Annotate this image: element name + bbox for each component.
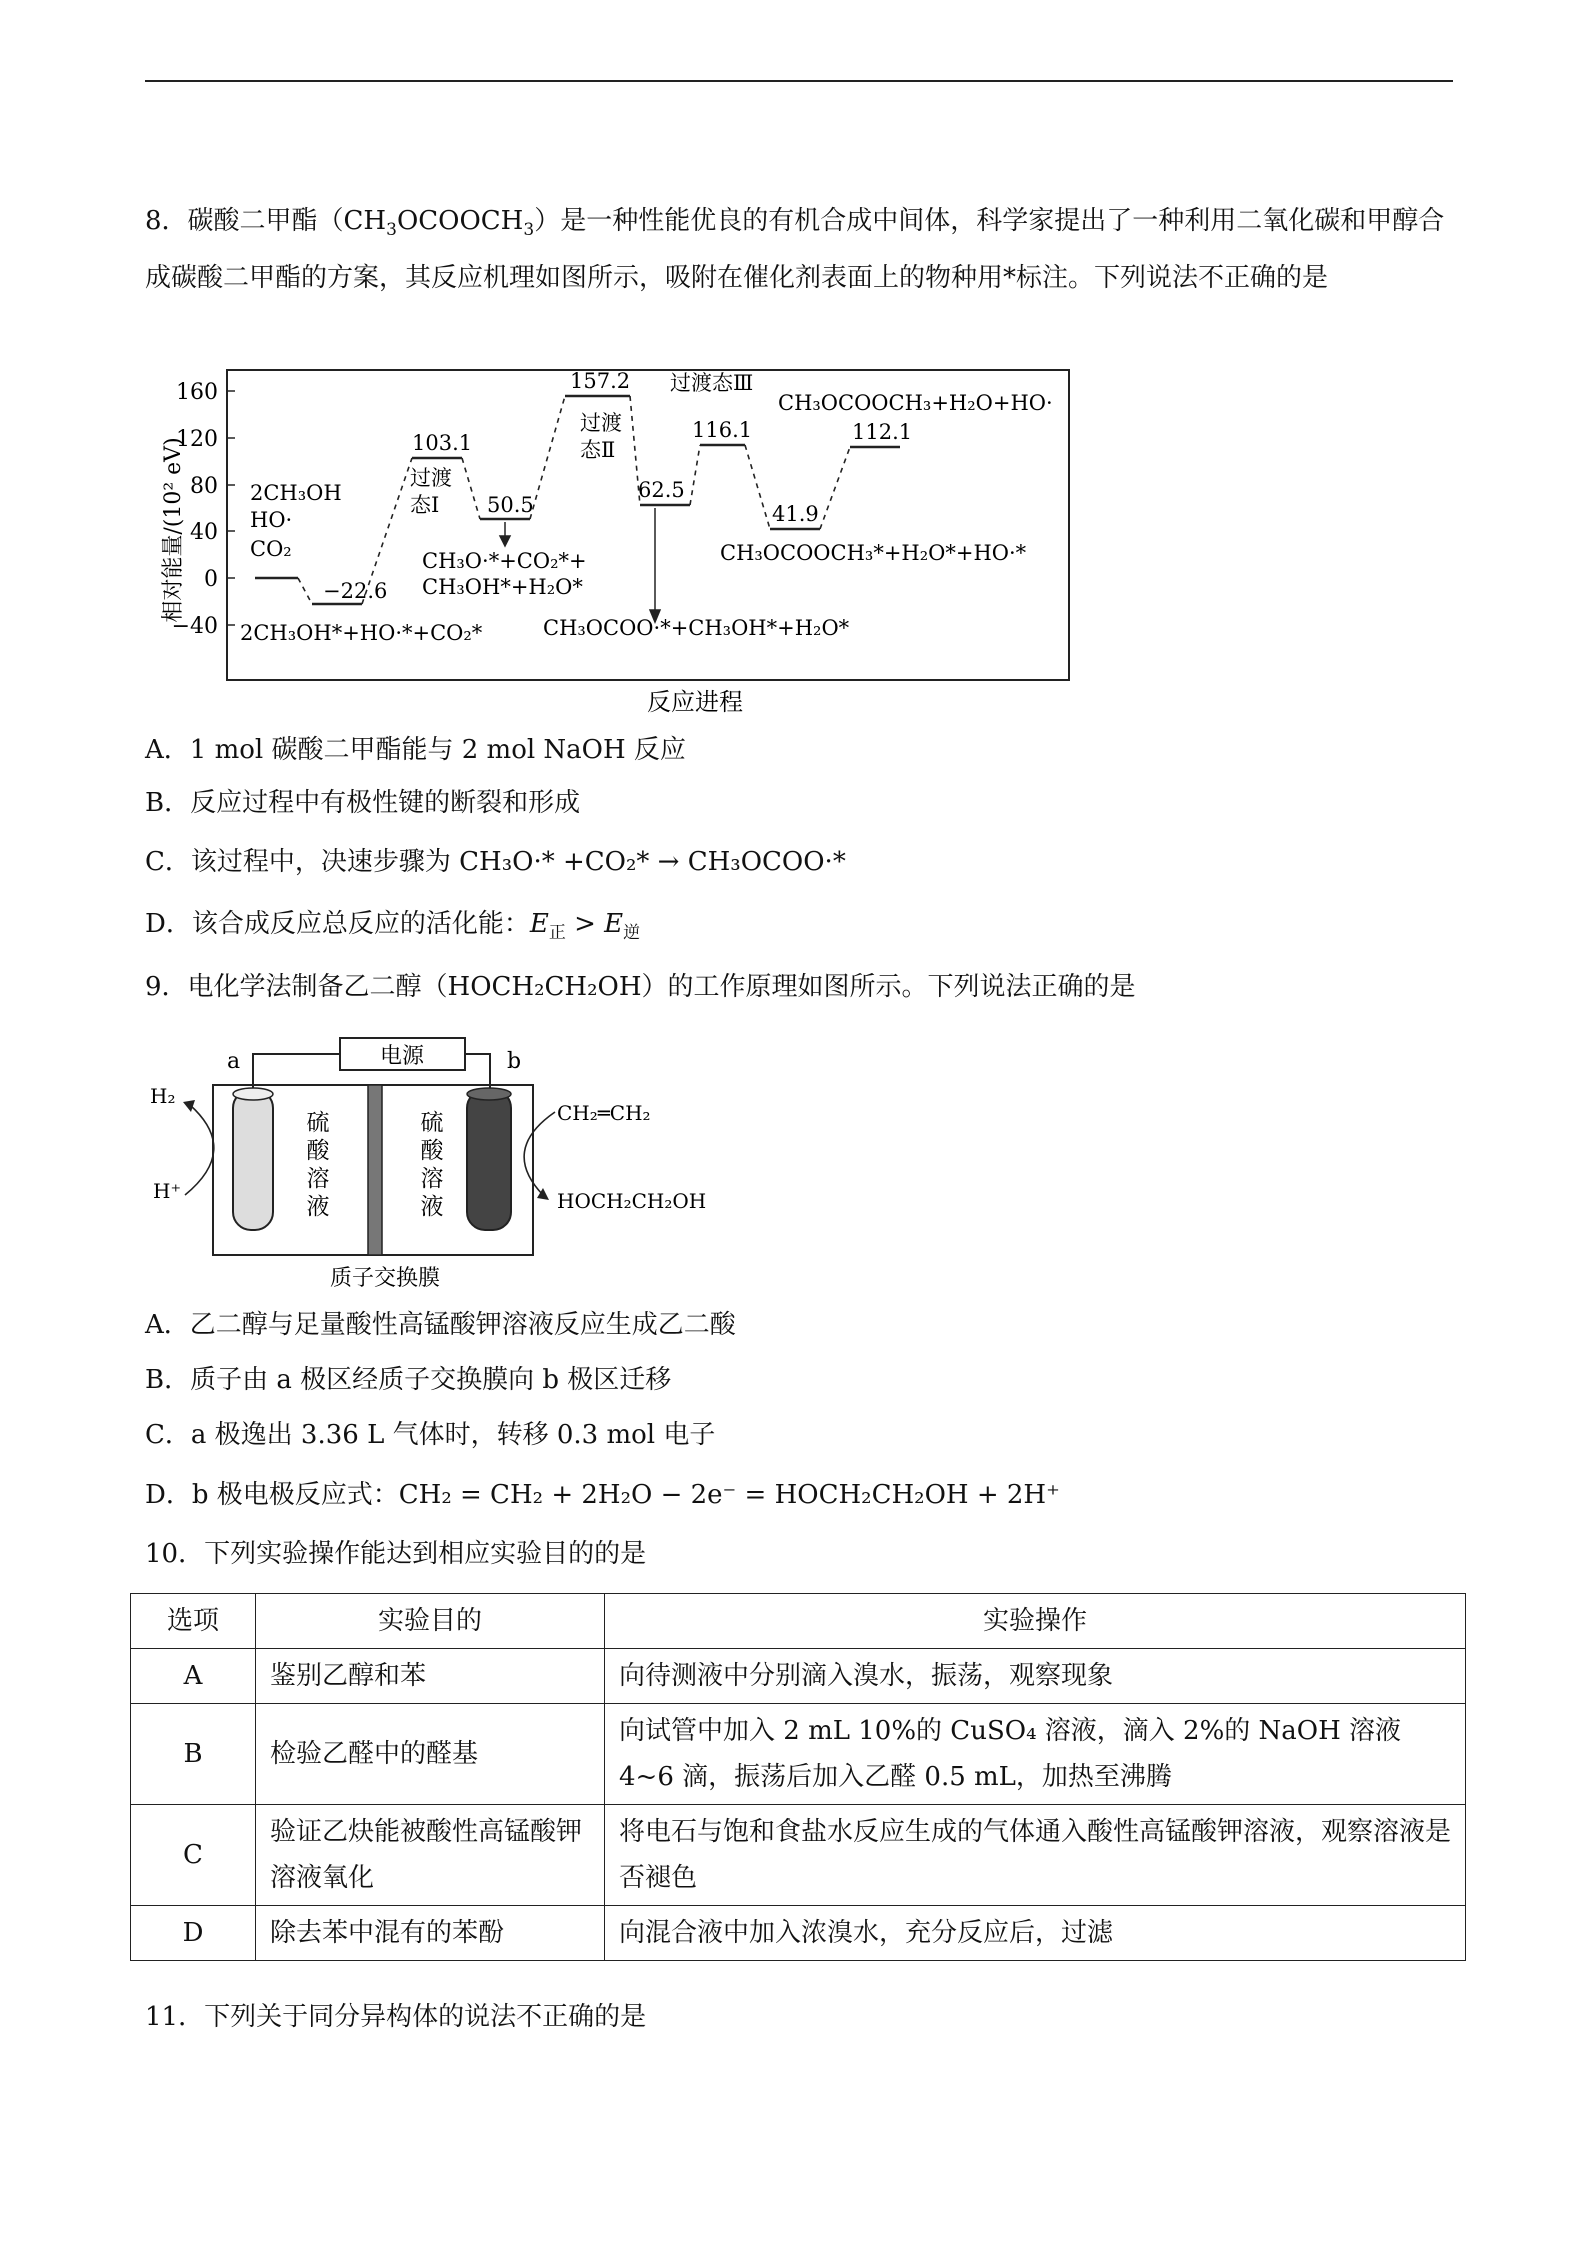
- ethylene-label: CH₂═CH₂: [557, 1101, 651, 1125]
- svg-text:液: 液: [306, 1194, 330, 1220]
- electrode-a-label: a: [227, 1049, 241, 1074]
- species-label: CH₃O·*+CO₂*+: [422, 549, 587, 573]
- ts1-label: 态Ⅰ: [410, 493, 440, 517]
- hplus-label: H⁺: [153, 1179, 181, 1203]
- table-cell: B: [131, 1704, 256, 1805]
- q9-stem: 9．电化学法制备乙二醇（HOCH₂CH₂OH）的工作原理如图所示。下列说法正确的是: [145, 972, 1136, 1002]
- svg-text:溶: 溶: [306, 1166, 330, 1192]
- q8-option-c: C．该过程中，决速步骤为 CH₃O·* +CO₂* → CH₃OCOO·*: [145, 847, 846, 877]
- y-tick: 160: [176, 380, 218, 405]
- species-label: 2CH₃OH*+HO·*+CO₂*: [240, 621, 483, 645]
- level-label: 50.5: [487, 493, 534, 517]
- electrode-a: [233, 1090, 273, 1230]
- level-label: 41.9: [772, 502, 819, 526]
- table-cell: 向混合液中加入浓溴水，充分反应后，过滤: [605, 1906, 1466, 1961]
- ts1-label: 过渡: [410, 466, 452, 490]
- q8-stem: 8．碳酸二甲酯$(CH_3OCOOCH_3)$是一种性能优良的有机合成中间体，科学家提出了一种利用二氧化碳和甲醇合成碳酸二甲酯的方案，其反应机理如图所示，吸附在催化剂表面上的物种用*标注。下列说法不正确的是: [145, 206, 1445, 293]
- q9-option-c: C．a 极逸出 3.36 L 气体时，转移 0.3 mol 电子: [145, 1420, 716, 1450]
- table-row: [131, 1649, 1466, 1704]
- svg-text:酸: 酸: [420, 1138, 444, 1164]
- proton-exchange-membrane: [368, 1085, 382, 1255]
- table-header: 选项: [131, 1594, 256, 1649]
- acid-left: 硫: [306, 1110, 330, 1136]
- table-cell: 检验乙醛中的醛基: [256, 1704, 605, 1805]
- electrolysis-cell-diagram: [145, 1030, 745, 1290]
- glycol-label: HOCH₂CH₂OH: [557, 1189, 707, 1213]
- ts2-label: 过渡: [580, 411, 622, 435]
- species-label: CH₃OH*+H₂O*: [422, 575, 583, 599]
- header-rule: [145, 80, 1453, 82]
- species-label: HO·: [250, 508, 293, 532]
- svg-text:酸: 酸: [306, 1138, 330, 1164]
- table-cell: 除去苯中混有的苯酚: [256, 1906, 605, 1961]
- svg-text:溶: 溶: [420, 1166, 444, 1192]
- species-label: 2CH₃OH: [250, 481, 342, 505]
- q8-option-a: A．1 mol 碳酸二甲酯能与 2 mol NaOH 反应: [145, 735, 686, 765]
- x-axis-label: 反应进程: [647, 688, 743, 716]
- table-cell: A: [131, 1649, 256, 1704]
- level-label: 157.2: [570, 369, 631, 393]
- experiment-table: [130, 1593, 1466, 1961]
- power-label: 电源: [379, 1044, 425, 1069]
- table-row: [131, 1906, 1466, 1961]
- y-tick: 80: [190, 474, 218, 499]
- electrode-b: [467, 1090, 511, 1230]
- table-header-row: [131, 1594, 1466, 1649]
- species-label: CO₂: [250, 537, 292, 561]
- q9-option-a: A．乙二醇与足量酸性高锰酸钾溶液反应生成乙二酸: [145, 1310, 736, 1340]
- table-cell: 向待测液中分别滴入溴水，振荡，观察现象: [605, 1649, 1466, 1704]
- table-cell: D: [131, 1906, 256, 1961]
- table-cell: 将电石与饱和食盐水反应生成的气体通入酸性高锰酸钾溶液，观察溶液是否褪色: [605, 1805, 1466, 1906]
- level-label: 112.1: [852, 420, 913, 444]
- level-label: 103.1: [412, 431, 473, 455]
- table-row: [131, 1704, 1466, 1805]
- table-cell: 验证乙炔能被酸性高锰酸钾溶液氧化: [256, 1805, 605, 1906]
- electrode-b-label: b: [507, 1049, 522, 1074]
- acid-right: 硫: [420, 1110, 444, 1136]
- ts3-label: 过渡态Ⅲ: [670, 371, 754, 395]
- q11-stem: 11．下列关于同分异构体的说法不正确的是: [145, 2002, 647, 2032]
- h2-label: H₂: [150, 1084, 176, 1108]
- y-tick: 40: [190, 520, 218, 545]
- q8-option-b: B．反应过程中有极性键的断裂和形成: [145, 788, 581, 818]
- species-label: CH₃OCOOCH₃+H₂O+HO·: [778, 391, 1053, 415]
- y-tick: 120: [176, 427, 218, 452]
- q8-option-d: D．该合成反应总反应的活化能：$E_正 > E_逆$: [145, 909, 641, 944]
- y-tick: 0: [204, 567, 218, 592]
- table-cell: 向试管中加入 2 mL 10%的 CuSO₄ 溶液，滴入 2%的 NaOH 溶液 4~6 滴，振荡后加入乙醛 0.5 mL，加热至沸腾: [605, 1704, 1466, 1805]
- table-row: [131, 1805, 1466, 1906]
- table-cell: 鉴别乙醇和苯: [256, 1649, 605, 1704]
- y-axis-label: 相对能量/(10² eV): [161, 437, 186, 623]
- species-label: CH₃OCOOCH₃*+H₂O*+HO·*: [720, 541, 1027, 565]
- species-label: CH₃OCOO·*+CH₃OH*+H₂O*: [543, 616, 850, 640]
- membrane-label: 质子交换膜: [329, 1266, 441, 1290]
- q10-stem: 10．下列实验操作能达到相应实验目的的是: [145, 1539, 647, 1569]
- ts2-label: 态Ⅱ: [580, 438, 616, 462]
- level-label: −22.6: [323, 579, 388, 603]
- level-label: 116.1: [692, 418, 753, 442]
- q9-option-b: B．质子由 a 极区经质子交换膜向 b 极区迁移: [145, 1365, 672, 1395]
- q9-option-d: D．b 极电极反应式：CH₂ = CH₂ + 2H₂O − 2e⁻ = HOCH₂CH₂OH + 2H⁺: [145, 1480, 1060, 1510]
- table-header: 实验操作: [605, 1594, 1466, 1649]
- svg-text:液: 液: [420, 1194, 444, 1220]
- table-header: 实验目的: [256, 1594, 605, 1649]
- energy-profile-chart: [150, 360, 1080, 720]
- table-cell: C: [131, 1805, 256, 1906]
- level-label: 62.5: [638, 478, 685, 502]
- y-tick: −40: [171, 614, 218, 639]
